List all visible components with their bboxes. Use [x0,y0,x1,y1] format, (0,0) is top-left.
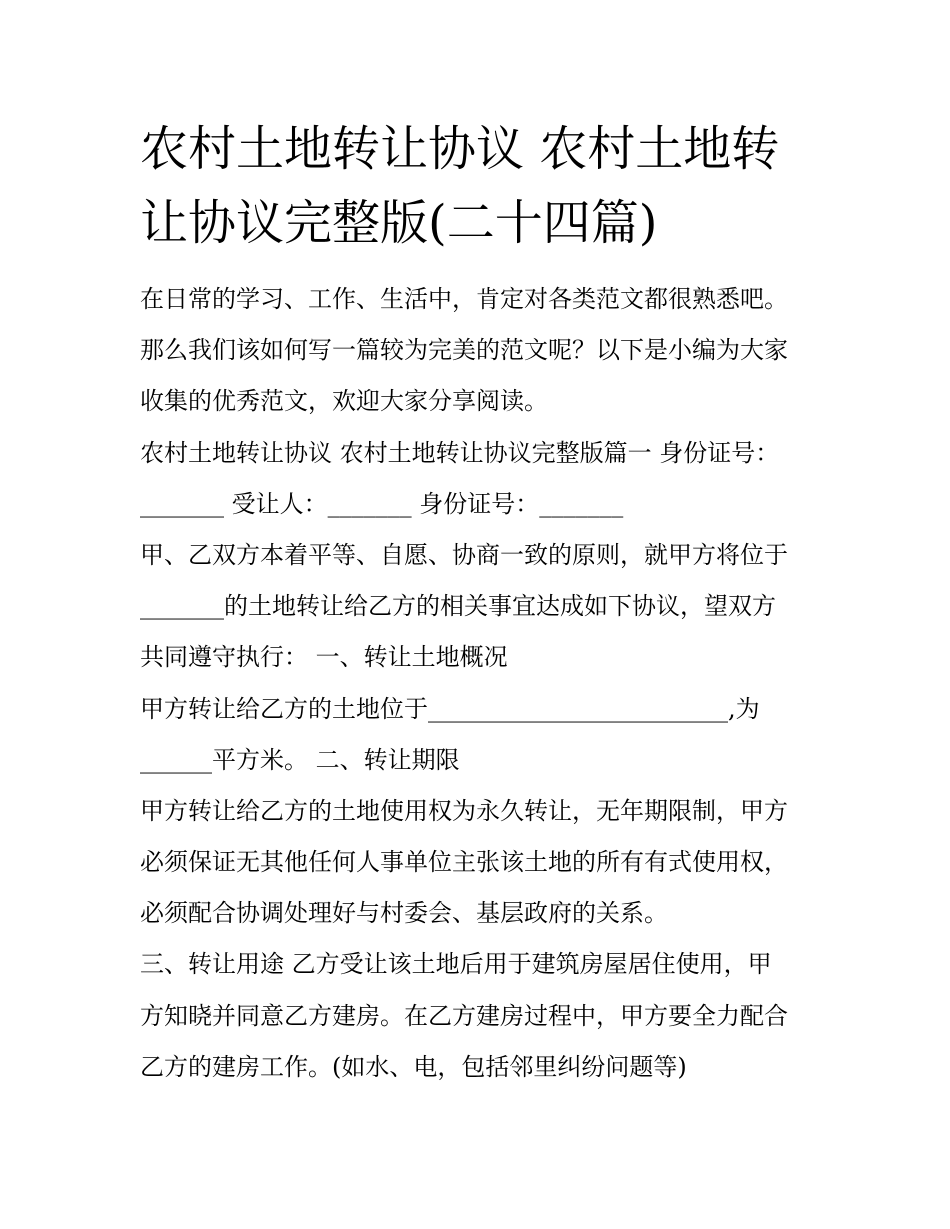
body-line-6: 甲、乙双方本着平等、自愿、协商一致的原则，就甲方将位于 [140,540,788,569]
body-line-12: 必须保证无其他任何人事单位主张该土地的所有有式使用权， [140,848,788,877]
body-line-14: 三、转让用途 乙方受让该土地后用于建筑房屋居住使用，甲 [140,950,772,979]
body-line-3: 收集的优秀范文，欢迎大家分享阅读。 [140,387,548,416]
body-line-7: _______的土地转让给乙方的相关事宜达成如下协议，望双方 [140,592,776,621]
document-body [140,274,820,1093]
body-line-15: 方知晓并同意乙方建房。在乙方建房过程中，甲方要全力配合 [140,1001,788,1030]
document-title [140,112,820,260]
title-line-1: 农村土地转让协议 农村土地转 [140,121,780,177]
body-line-11: 甲方转让给乙方的土地使用权为永久转让，无年期限制，甲方 [140,796,788,825]
title-line-2: 让协议完整版(二十四篇) [140,195,658,251]
body-line-10: ______平方米。 二、转让期限 [140,745,460,774]
body-line-13: 必须配合协调处理好与村委会、基层政府的关系。 [140,899,668,928]
body-line-4: 农村土地转让协议 农村土地转让协议完整版篇一 身份证号： [140,438,780,467]
body-line-9: 甲方转让给乙方的土地位于_________________________,为 [140,694,760,723]
body-line-8: 共同遵守执行： 一、转让土地概况 [140,643,508,672]
body-line-2: 那么我们该如何写一篇较为完美的范文呢？以下是小编为大家 [140,336,788,365]
body-line-16: 乙方的建房工作。(如水、电，包括邻里纠纷问题等) [140,1052,687,1081]
body-line-1: 在日常的学习、工作、生活中，肯定对各类范文都很熟悉吧。 [140,285,788,313]
document-page [140,0,820,1229]
body-line-5: _______ 受让人：_______ 身份证号：_______ [140,489,624,518]
